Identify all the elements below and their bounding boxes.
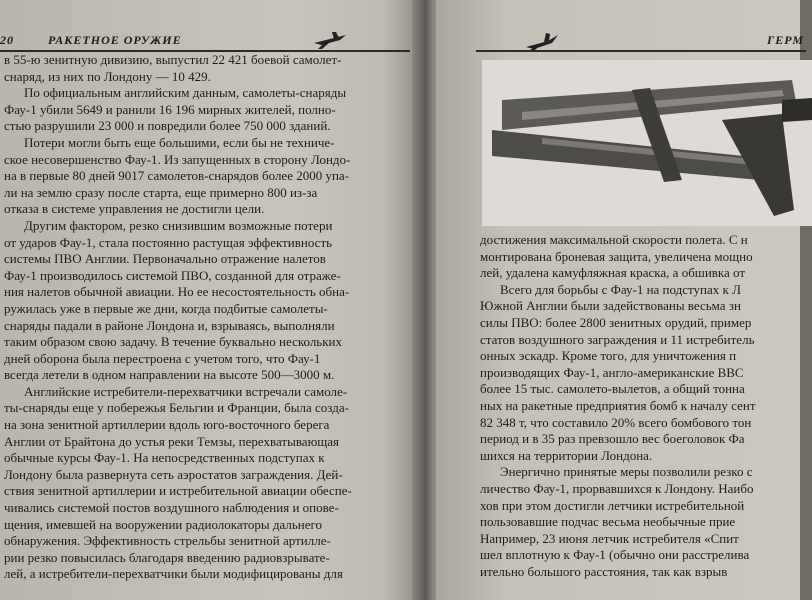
- running-title-left: РАКЕТНОЕ ОРУЖИЕ: [48, 33, 182, 47]
- right-text-line: достижения максимальной скорости полета. С н: [480, 232, 748, 247]
- right-text-line: Всего для борьбы с Фау-1 на подступах к Л: [500, 281, 741, 297]
- left-text-line: По официальным английским данным, самолеты-снаряды: [24, 85, 347, 101]
- left-text-line: рии резко повысилась благодаря введению радиовзрывате-: [4, 549, 330, 565]
- left-text-line: Английские истребители-перехватчики встречали самоле-: [24, 383, 348, 399]
- left-text-line: ния налетов обычной авиации. Но ее несостоятельность обна-: [4, 284, 350, 300]
- left-text-line: Фау-1 убили 5649 и ранили 16 196 мирных жителей, полно-: [4, 101, 336, 117]
- left-text-line: дней оборона была перестроена с учетом того, что Фау-1: [4, 350, 321, 366]
- left-text-line: таким образом свою задачу. В течение буквально нескольких: [4, 334, 343, 350]
- left-text-line: ли на землю сразу после старта, еще примерно 800 из-за: [4, 184, 318, 200]
- left-text-line: стью разрушили 23 000 и повредили более 750 000 зданий.: [4, 118, 331, 134]
- right-text-line: шихся на территории Лондона.: [480, 447, 653, 463]
- left-text-line: на в первые 80 дней 9017 самолетов-снарядов более 2000 упа-: [4, 168, 350, 184]
- right-page-text: [480, 232, 810, 580]
- right-text-line: период и в 35 раз превзошло вес боеголовок Фа: [480, 431, 745, 447]
- running-title-right: ГЕРМ: [767, 33, 804, 47]
- left-text-line: Фау-1 производилось системой ПВО, созданной для отраже-: [4, 267, 341, 283]
- left-text-line: ты-снаряды еще у побережья Бельгии и Франции, была созда-: [4, 400, 349, 416]
- right-text-line: ных на ракетные предприятия бомб к началу сент: [480, 397, 756, 413]
- right-text-line: статов воздушного заграждения и 11 истребитель: [480, 331, 755, 347]
- left-text-line: снаряды падали в районе Лондона и, взрываясь, выполняли: [4, 317, 335, 333]
- right-text-line: хов при этом достигли летчики истребительной: [480, 497, 745, 513]
- header-rule-right: [476, 50, 806, 52]
- right-text-line: пользовавшие подчас весьма необычные прие: [480, 514, 736, 530]
- left-text-line: Другим фактором, резко снизившим возможные потери: [24, 217, 333, 233]
- right-text-line: силы ПВО: более 2800 зенитных орудий, пример: [480, 314, 752, 330]
- left-text-line: ствия зенитной артиллерии и истребительной авиации обеспе-: [4, 483, 352, 499]
- left-text-line: в 55-ю зенитную дивизию, выпустил 22 421 боевой самолет-: [4, 52, 342, 67]
- v1-missile-illustration: [482, 60, 812, 226]
- left-text-line: обнаружения. Эффективность стрельбы зенитной артилле-: [4, 533, 331, 549]
- left-text-line: Лондону была развернута сеть аэростатов заграждения. Дей-: [4, 466, 343, 482]
- right-text-line: ительно большого расстояния, так как взрыв: [480, 563, 728, 579]
- page-number: 20: [0, 33, 14, 47]
- right-text-line: Например, 23 июня летчик истребителя «Спит: [480, 530, 739, 546]
- right-text-line: личество Фау-1, прорвавшихся к Лондону. Наибо: [480, 480, 754, 496]
- rocket-icon: [312, 29, 348, 51]
- right-text-line: 82 348 т, что составило 20% всего бомбового тон: [480, 414, 752, 430]
- left-text-line: всегда летели в одном направлении на высоте 500—3000 м.: [4, 367, 335, 383]
- left-text-line: системы ПВО Англии. Первоначально отражение налетов: [4, 251, 326, 267]
- left-text-line: снаряд, из них по Лондону — 10 429.: [4, 68, 211, 84]
- right-text-line: более 15 тыс. самолето-вылетов, а общий тонна: [480, 381, 745, 397]
- left-text-line: от ударов Фау-1, стала постоянно растущая эффективность: [4, 234, 333, 250]
- left-text-line: ружилась уже в первые же дни, когда подбитые самолеты-: [4, 300, 328, 316]
- left-text-line: щения, имевшей на вооружении радиолокаторы дальнего: [4, 516, 322, 532]
- left-text-line: отказа в системе управления не достигли цели.: [4, 201, 265, 217]
- right-text-line: лей, удалена камуфляжная краска, а обшивка от: [480, 265, 746, 281]
- left-text-line: Потери могли быть еще большими, если бы не техниче-: [24, 134, 335, 150]
- right-text-line: монтирована броневая защита, увеличена мощно: [480, 248, 753, 264]
- right-page: [436, 0, 804, 600]
- left-text-line: ское несовершенство Фау-1. Из запущенных в сторону Лондо-: [4, 151, 351, 167]
- left-text-line: Англии от Брайтона до устья реки Темзы, перехватывающая: [4, 433, 340, 449]
- right-text-line: Энергично принятые меры позволили резко с: [500, 464, 753, 480]
- right-text-line: Южной Англии были задействованы весьма зн: [480, 298, 741, 314]
- v1-missile-photo: [482, 60, 812, 226]
- right-text-line: онных эскадр. Кроме того, для уничтожения п: [480, 348, 737, 364]
- right-text-line: шел вплотную к Фау-1 (обычно они расстрелива: [480, 547, 750, 563]
- left-text-line: чивались системой постов воздушного наблюдения и опове-: [4, 500, 339, 516]
- right-text-line: производящих Фау-1, англо-американские ВВС: [480, 364, 744, 380]
- left-text-line: обычные курсы Фау-1. На непосредственных подступах к: [4, 450, 325, 466]
- left-page-text: [4, 52, 386, 583]
- left-text-line: на зона зенитной артиллерии вдоль юго-восточного берега: [4, 417, 330, 433]
- left-text-line: лей, а истребители-перехватчики были модифицированы для: [4, 566, 343, 582]
